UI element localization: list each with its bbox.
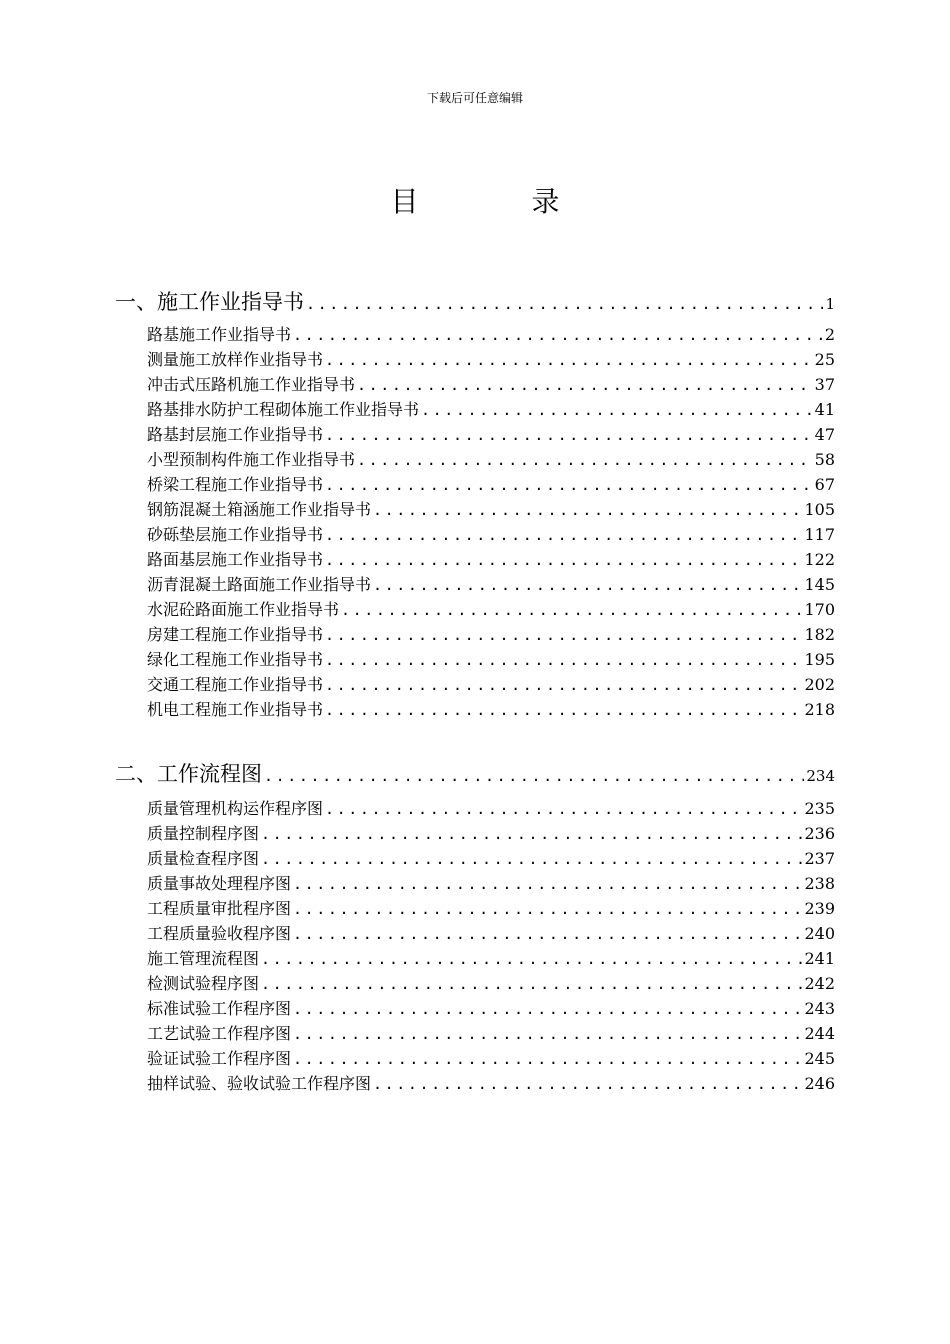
toc-entry[interactable]	[147, 647, 835, 671]
toc-page-number: 238	[804, 874, 835, 893]
dot-leader	[341, 601, 802, 619]
toc-entry-label: 质量事故处理程序图	[147, 874, 292, 893]
toc-entry-label: 机电工程施工作业指导书	[147, 700, 324, 719]
toc-entry[interactable]	[147, 1046, 835, 1070]
toc-section-label: 二、工作流程图	[115, 762, 262, 786]
toc-entry[interactable]	[147, 871, 835, 895]
toc-entry[interactable]	[147, 622, 835, 646]
toc-entry[interactable]	[147, 547, 835, 571]
toc-entry[interactable]	[147, 347, 835, 371]
toc-page-number: 244	[804, 1024, 835, 1043]
toc-section-1[interactable]	[115, 286, 835, 314]
toc-entry[interactable]	[147, 1021, 835, 1045]
toc-entry-label: 检测试验程序图	[147, 974, 260, 993]
toc-entry-label: 质量检查程序图	[147, 849, 260, 868]
toc-page-number: 58	[814, 450, 835, 469]
toc-entry-label: 抽样试验、验收试验工作程序图	[147, 1074, 372, 1093]
toc-entry[interactable]	[147, 921, 835, 945]
toc-page-number: 236	[804, 824, 835, 843]
toc-entry-label: 工程质量验收程序图	[147, 924, 292, 943]
dot-leader	[261, 825, 802, 843]
toc-entry[interactable]	[147, 796, 835, 820]
toc-page-number: 182	[804, 625, 835, 644]
dot-leader	[261, 950, 802, 968]
toc-section-2[interactable]	[115, 758, 835, 786]
toc-entry[interactable]	[147, 946, 835, 970]
toc-page-number: 234	[806, 767, 835, 785]
toc-page-number: 202	[804, 675, 835, 694]
toc-section-label: 一、施工作业指导书	[115, 290, 304, 314]
dot-leader	[325, 351, 813, 369]
dot-leader	[357, 451, 813, 469]
dot-leader	[325, 526, 802, 544]
toc-entry-label: 质量管理机构运作程序图	[147, 799, 324, 818]
dot-leader	[293, 1025, 802, 1043]
toc-page-number: 245	[804, 1049, 835, 1068]
toc-entry-label: 工艺试验工作程序图	[147, 1024, 292, 1043]
dot-leader	[373, 1075, 802, 1093]
toc-page-number: 41	[814, 400, 835, 419]
toc-entry-label: 小型预制构件施工作业指导书	[147, 450, 356, 469]
dot-leader	[293, 1000, 802, 1018]
toc-entry[interactable]	[147, 447, 835, 471]
dot-leader	[293, 326, 823, 344]
toc-page-number: 218	[804, 700, 835, 719]
toc-page-number: 235	[804, 799, 835, 818]
dot-leader	[325, 676, 802, 694]
toc-page-number: 37	[814, 375, 835, 394]
toc-entry[interactable]	[147, 522, 835, 546]
toc-entry[interactable]	[147, 971, 835, 995]
dot-leader	[325, 476, 813, 494]
toc-entry[interactable]	[147, 672, 835, 696]
toc-page-number: 117	[804, 525, 835, 544]
toc-entry[interactable]	[147, 397, 835, 421]
toc-page-number: 145	[804, 575, 835, 594]
toc-entry[interactable]	[147, 322, 835, 346]
toc-entry-label: 沥青混凝土路面施工作业指导书	[147, 575, 372, 594]
toc-entry-label: 冲击式压路机施工作业指导书	[147, 375, 356, 394]
toc-entry-label: 路基排水防护工程砌体施工作业指导书	[147, 400, 420, 419]
toc-page-number: 243	[804, 999, 835, 1018]
toc-page-number: 47	[814, 425, 835, 444]
toc-entry-label: 交通工程施工作业指导书	[147, 675, 324, 694]
toc-entry-label: 水泥砼路面施工作业指导书	[147, 600, 340, 619]
dot-leader	[325, 626, 802, 644]
dot-leader	[261, 975, 802, 993]
toc-entry[interactable]	[147, 472, 835, 496]
dot-leader	[325, 800, 802, 818]
toc-page-number: 1	[825, 295, 835, 313]
toc-entry[interactable]	[147, 896, 835, 920]
toc-page-number: 239	[804, 899, 835, 918]
dot-leader	[325, 651, 802, 669]
toc-entry[interactable]	[147, 597, 835, 621]
dot-leader	[325, 551, 802, 569]
dot-leader	[421, 401, 813, 419]
toc-page-number: 246	[804, 1074, 835, 1093]
dot-leader	[357, 376, 813, 394]
toc-page-number: 2	[824, 325, 835, 344]
dot-leader	[373, 576, 802, 594]
dot-leader	[325, 701, 802, 719]
toc-page-number: 240	[804, 924, 835, 943]
toc-entry-label: 质量控制程序图	[147, 824, 260, 843]
toc-entry[interactable]	[147, 372, 835, 396]
dot-leader	[264, 767, 804, 785]
toc-entry[interactable]	[147, 572, 835, 596]
toc-page-number: 25	[814, 350, 835, 369]
toc-entry-label: 验证试验工作程序图	[147, 1049, 292, 1068]
toc-entry[interactable]	[147, 497, 835, 521]
toc-entry[interactable]	[147, 996, 835, 1020]
dot-leader	[306, 295, 823, 313]
dot-leader	[293, 925, 802, 943]
toc-entry-label: 路面基层施工作业指导书	[147, 550, 324, 569]
toc-entry-label: 施工管理流程图	[147, 949, 260, 968]
toc-entry-label: 工程质量审批程序图	[147, 899, 292, 918]
toc-entry[interactable]	[147, 697, 835, 721]
page-title: 目 录	[390, 185, 612, 218]
page-header: 下载后可任意编辑	[426, 91, 523, 105]
toc-entry-label: 砂砾垫层施工作业指导书	[147, 525, 324, 544]
dot-leader	[293, 900, 802, 918]
toc-entry-label: 桥梁工程施工作业指导书	[147, 475, 324, 494]
dot-leader	[261, 850, 802, 868]
dot-leader	[325, 426, 813, 444]
toc-entry[interactable]	[147, 422, 835, 446]
toc-entry[interactable]	[147, 1071, 835, 1095]
toc-page-number: 237	[804, 849, 835, 868]
toc-entry-label: 路基封层施工作业指导书	[147, 425, 324, 444]
toc-entry-label: 路基施工作业指导书	[147, 325, 292, 344]
toc-entry-label: 房建工程施工作业指导书	[147, 625, 324, 644]
toc-page-number: 170	[804, 600, 835, 619]
toc-page-number: 105	[804, 500, 835, 519]
dot-leader	[373, 501, 802, 519]
toc-entry-label: 标准试验工作程序图	[147, 999, 292, 1018]
toc-page-number: 242	[804, 974, 835, 993]
toc-page-number: 122	[804, 550, 835, 569]
toc-page-number: 195	[804, 650, 835, 669]
toc-entry-label: 绿化工程施工作业指导书	[147, 650, 324, 669]
toc-entry[interactable]	[147, 846, 835, 870]
toc-page-number: 241	[804, 949, 835, 968]
toc-page-number: 67	[814, 475, 835, 494]
dot-leader	[293, 1050, 802, 1068]
toc-entry-label: 钢筋混凝土箱涵施工作业指导书	[147, 500, 372, 519]
toc-entry-label: 测量施工放样作业指导书	[147, 350, 324, 369]
toc-entry[interactable]	[147, 821, 835, 845]
dot-leader	[293, 875, 802, 893]
